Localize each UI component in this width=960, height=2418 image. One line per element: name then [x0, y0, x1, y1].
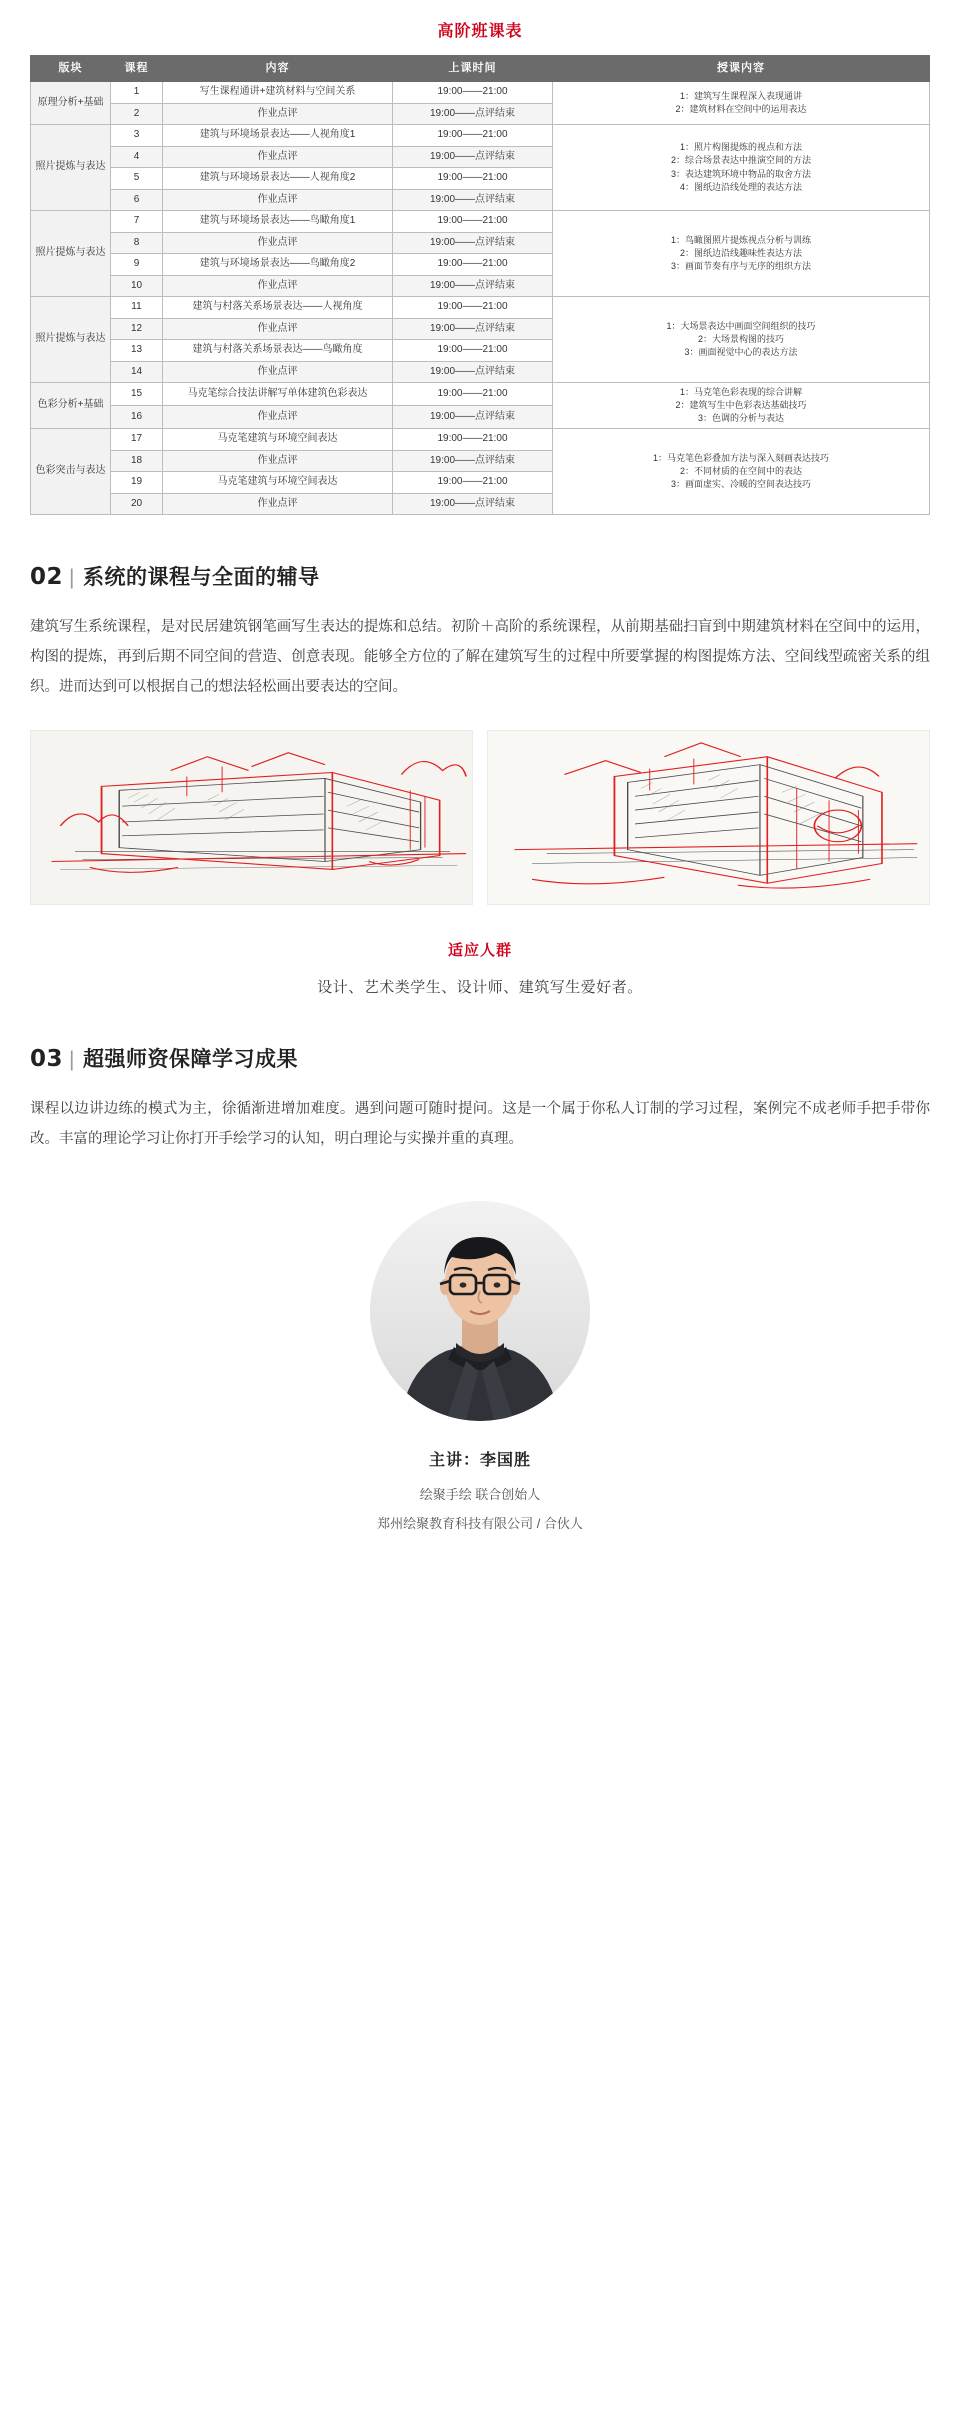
- cell-goal: 1：照片构图提炼的视点和方法 2：综合场景表达中推演空间的方法 3：表达建筑环境中物品的取舍方法 4：图纸边沿线处理的表达方法: [553, 125, 930, 211]
- cell-time: 19:00——21:00: [393, 429, 553, 451]
- sketch-image-left: [30, 730, 473, 905]
- cell-lesson-no: 4: [111, 146, 163, 168]
- cell-section: 原理分析+基础: [31, 82, 111, 125]
- table-row: [31, 125, 930, 147]
- table-header-row: [31, 56, 930, 82]
- cell-lesson-no: 6: [111, 189, 163, 211]
- teacher-photo: [370, 1201, 590, 1421]
- col-content: 内容: [163, 56, 393, 82]
- cell-time: 19:00——点评结束: [393, 493, 553, 515]
- cell-time: 19:00——点评结束: [393, 275, 553, 297]
- cell-content: 建筑与村落关系场景表达——鸟瞰角度: [163, 340, 393, 362]
- cell-time: 19:00——21:00: [393, 340, 553, 362]
- col-time: 上课时间: [393, 56, 553, 82]
- audience-title: 适应人群: [447, 942, 512, 960]
- cell-content: 写生课程通讲+建筑材料与空间关系: [163, 82, 393, 104]
- cell-section: 照片提炼与表达: [31, 125, 111, 211]
- cell-goal: 1：大场景表达中画面空间组织的技巧 2：大场景构图的技巧 3：画面视觉中心的表达方法: [553, 297, 930, 383]
- cell-time: 19:00——21:00: [393, 383, 553, 406]
- cell-time: 19:00——点评结束: [393, 189, 553, 211]
- section-03-heading: [30, 1043, 930, 1073]
- cell-goal: 1：马克笔色彩表现的综合讲解 2：建筑写生中色彩表达基础技巧 3：色调的分析与表达: [553, 383, 930, 429]
- cell-time: 19:00——21:00: [393, 472, 553, 494]
- cell-content: 建筑与环境场景表达——鸟瞰角度1: [163, 211, 393, 233]
- cell-time: 19:00——点评结束: [393, 450, 553, 472]
- cell-section: 照片提炼与表达: [31, 211, 111, 297]
- cell-time: 19:00——21:00: [393, 125, 553, 147]
- cell-time: 19:00——21:00: [393, 254, 553, 276]
- cell-section: 照片提炼与表达: [31, 297, 111, 383]
- section-02-divider: |: [69, 566, 75, 590]
- avatar: [370, 1201, 590, 1421]
- schedule-table: [30, 55, 930, 515]
- section-02-number: 02: [30, 564, 64, 591]
- sketch-right-drawing: [488, 731, 929, 904]
- teacher-role: 绘聚手绘 联合创始人: [419, 1486, 541, 1502]
- section-02-heading: [30, 561, 930, 591]
- cell-lesson-no: 10: [111, 275, 163, 297]
- cell-lesson-no: 18: [111, 450, 163, 472]
- section-03-number: 03: [30, 1046, 64, 1073]
- teacher-name: 主讲：李国胜: [428, 1451, 531, 1469]
- col-goal: 授课内容: [553, 56, 930, 82]
- cell-section: 色彩突击与表达: [31, 429, 111, 515]
- col-lesson-no: 课程: [111, 56, 163, 82]
- cell-goal: 1：鸟瞰图照片提炼视点分析与训练 2：图纸边沿线趣味性表达方法 3：画面节奏有序与无序的组织方法: [553, 211, 930, 297]
- cell-lesson-no: 11: [111, 297, 163, 319]
- section-03: [0, 1043, 960, 1571]
- schedule-table-head: [31, 56, 930, 82]
- cell-time: 19:00——点评结束: [393, 232, 553, 254]
- cell-lesson-no: 15: [111, 383, 163, 406]
- cell-content: 作业点评: [163, 103, 393, 125]
- cell-lesson-no: 1: [111, 82, 163, 104]
- cell-lesson-no: 7: [111, 211, 163, 233]
- cell-lesson-no: 19: [111, 472, 163, 494]
- cell-lesson-no: 5: [111, 168, 163, 190]
- cell-lesson-no: 13: [111, 340, 163, 362]
- cell-content: 建筑与环境场景表达——人视角度1: [163, 125, 393, 147]
- cell-content: 建筑与村落关系场景表达——人视角度: [163, 297, 393, 319]
- table-row: [31, 383, 930, 406]
- cell-content: 马克笔综合技法讲解写单体建筑色彩表达: [163, 383, 393, 406]
- cell-lesson-no: 17: [111, 429, 163, 451]
- cell-goal: 1：马克笔色彩叠加方法与深入刻画表达技巧 2：不同材质的在空间中的表达 3：画面虚实、冷暖的空间表达技巧: [553, 429, 930, 515]
- cell-lesson-no: 2: [111, 103, 163, 125]
- cell-time: 19:00——点评结束: [393, 318, 553, 340]
- cell-content: 作业点评: [163, 189, 393, 211]
- cell-content: 作业点评: [163, 232, 393, 254]
- cell-lesson-no: 14: [111, 361, 163, 383]
- section-03-paragraph: 课程以边讲边练的模式为主，徐循渐进增加难度。遇到问题可随时提问。这是一个属于你私人订制的学习过程，案例完不成老师手把手带你改。丰富的理论学习让你打开手绘学习的认知，明白理论与实操并重的真理。: [30, 1101, 930, 1148]
- col-section: 版块: [31, 56, 111, 82]
- cell-content: 作业点评: [163, 406, 393, 429]
- sketch-image-right: [487, 730, 930, 905]
- cell-content: 作业点评: [163, 275, 393, 297]
- cell-lesson-no: 16: [111, 406, 163, 429]
- section-02-title: 系统的课程与全面的辅导: [82, 566, 320, 590]
- cell-content: 作业点评: [163, 146, 393, 168]
- cell-time: 19:00——21:00: [393, 211, 553, 233]
- cell-content: 作业点评: [163, 361, 393, 383]
- cell-content: 作业点评: [163, 318, 393, 340]
- schedule-table-body: [31, 82, 930, 515]
- cell-content: 建筑与环境场景表达——鸟瞰角度2: [163, 254, 393, 276]
- teacher-portrait-wrap: [30, 1201, 930, 1421]
- cell-section: 色彩分析+基础: [31, 383, 111, 429]
- schedule-table-wrap: [0, 55, 960, 515]
- cell-time: 19:00——点评结束: [393, 361, 553, 383]
- cell-time: 19:00——点评结束: [393, 103, 553, 125]
- cell-time: 19:00——21:00: [393, 82, 553, 104]
- cell-time: 19:00——点评结束: [393, 406, 553, 429]
- cell-time: 19:00——21:00: [393, 168, 553, 190]
- cell-time: 19:00——21:00: [393, 297, 553, 319]
- cell-content: 作业点评: [163, 450, 393, 472]
- section-02-paragraph: 建筑写生系统课程，是对民居建筑钢笔画写生表达的提炼和总结。初阶＋高阶的系统课程，从前期基础扫盲到中期建筑材料在空间中的运用，构图的提炼，再到后期不同空间的营造、创意表现。能够全方位的了解在建筑写生的过程中所要掌握的构图提炼方法、空间线型疏密关系的组织。进而达到可以根据自己的想法轻松画出要表达的空间。: [30, 619, 930, 695]
- sketch-left-drawing: [31, 731, 472, 904]
- table-row: [31, 82, 930, 104]
- cell-content: 作业点评: [163, 493, 393, 515]
- sketch-gallery: [30, 730, 930, 905]
- cell-content: 马克笔建筑与环境空间表达: [163, 472, 393, 494]
- audience-text: 设计、艺术类学生、设计师、建筑写生爱好者。: [317, 979, 643, 997]
- schedule-title: 高阶班课表: [437, 23, 523, 40]
- table-row: [31, 211, 930, 233]
- table-row: [31, 297, 930, 319]
- cell-lesson-no: 3: [111, 125, 163, 147]
- cell-lesson-no: 8: [111, 232, 163, 254]
- section-03-divider: |: [69, 1048, 75, 1072]
- cell-lesson-no: 12: [111, 318, 163, 340]
- cell-goal: 1：建筑写生课程深入表现通讲 2：建筑材料在空间中的运用表达: [553, 82, 930, 125]
- cell-time: 19:00——点评结束: [393, 146, 553, 168]
- cell-content: 马克笔建筑与环境空间表达: [163, 429, 393, 451]
- teacher-company: 郑州绘聚教育科技有限公司 / 合伙人: [377, 1515, 583, 1531]
- table-row: [31, 429, 930, 451]
- section-03-title: 超强师资保障学习成果: [82, 1048, 298, 1072]
- section-02: [0, 561, 960, 997]
- cell-content: 建筑与环境场景表达——人视角度2: [163, 168, 393, 190]
- cell-lesson-no: 20: [111, 493, 163, 515]
- cell-lesson-no: 9: [111, 254, 163, 276]
